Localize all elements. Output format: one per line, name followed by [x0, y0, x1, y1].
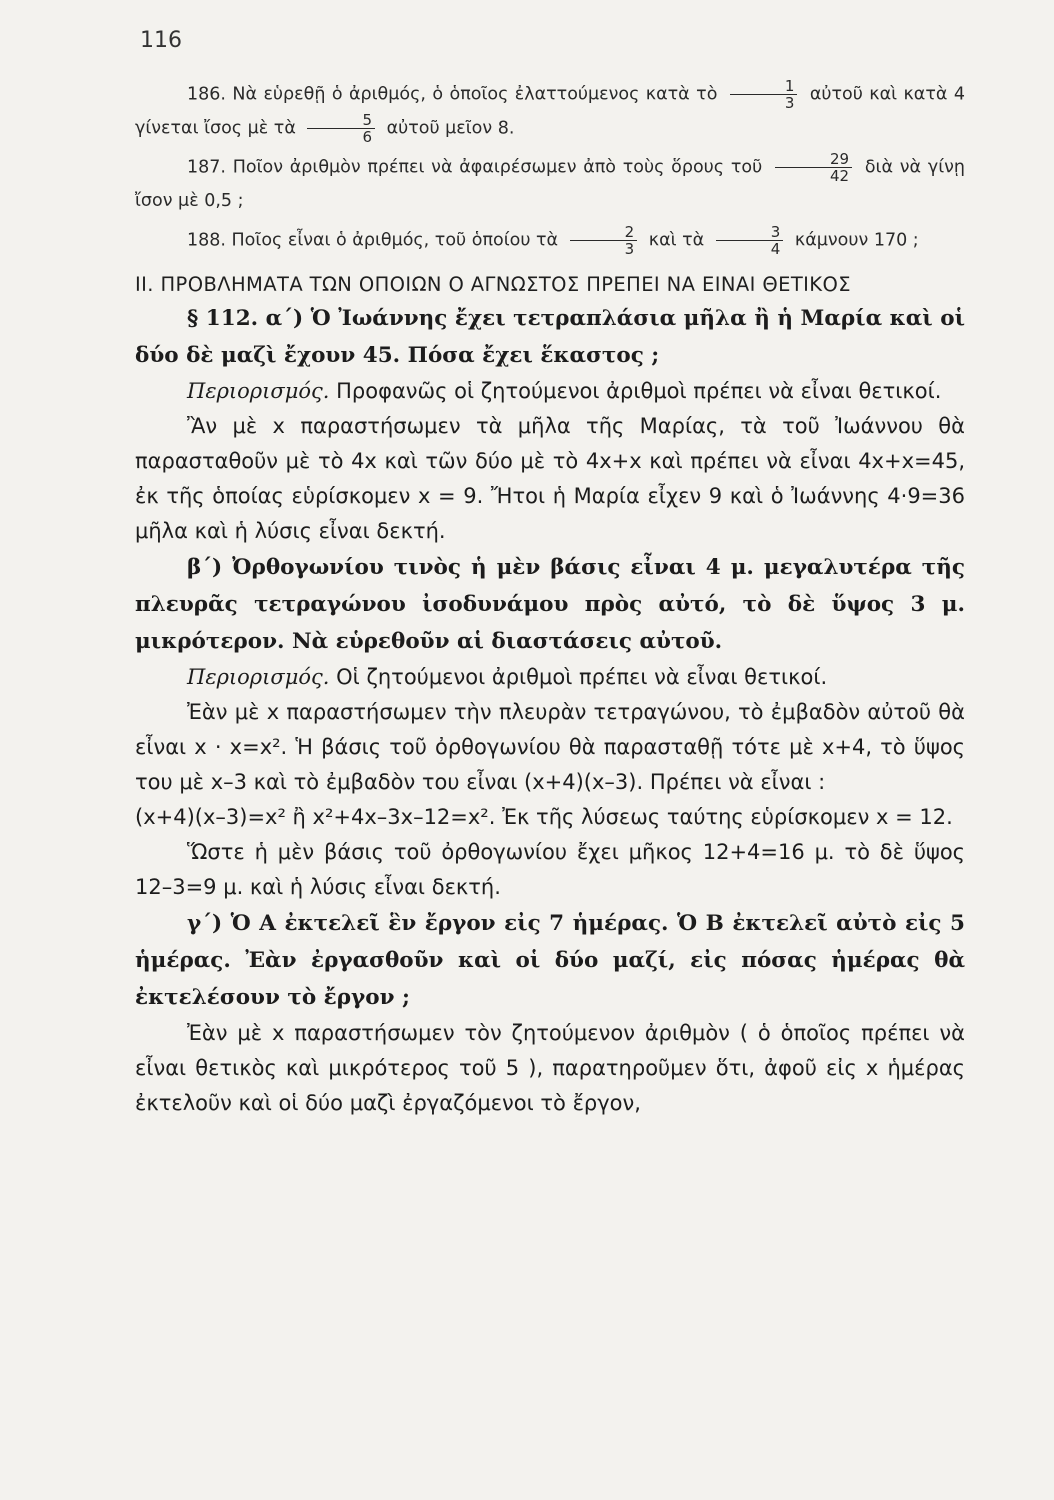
- page-content: [135, 78, 965, 1121]
- problem-b-solution-2: (x+4)(x–3)=x² ἢ x²+4x–3x–12=x². Ἐκ τῆς λύσεως ταύτης εὑρίσκομεν x = 12.: [135, 805, 953, 829]
- problem-b-solution-1: Ἐὰν μὲ x παραστήσωμεν τὴν πλευρὰν τετραγώνου, τὸ ἐμβαδὸν αὐτοῦ θὰ εἶναι x · x=x². Ἡ βάσις τοῦ ὀρθογωνίου θὰ παρασταθῇ τότε μὲ x+4, τὸ ὕψος του μὲ x–3 καὶ τὸ ἐμβαδὸν του εἶναι (x+4)(x–3). Πρέπει νὰ εἶναι :: [135, 700, 965, 794]
- exercise-text: αὐτοῦ μεῖον 8.: [386, 118, 515, 138]
- problem-a-solution: Ἂν μὲ x παραστήσωμεν τὰ μῆλα τῆς Μαρίας, τὰ τοῦ Ἰωάννου θὰ παρασταθοῦν μὲ τὸ 4x καὶ τῶν δύο μὲ τὸ 4x+x καὶ πρέπει νὰ εἶναι 4x+x=45, ἐκ τῆς ὁποίας εὑρίσκομεν x = 9. Ἤτοι ἡ Μαρία εἶχεν 9 καὶ ὁ Ἰωάννης 4·9=36 μῆλα καὶ ἡ λύσις εἶναι δεκτή.: [135, 414, 965, 543]
- section-heading: ΙΙ. ΠΡΟΒΛΗΜΑΤΑ ΤΩΝ ΟΠΟΙΩΝ Ο ΑΓΝΩΣΤΟΣ ΠΡΕΠΕΙ ΝΑ ΕΙΝΑΙ ΘΕΤΙΚΟΣ: [135, 273, 851, 296]
- problem-b-statement: β΄) Ὀρθογωνίου τινὸς ἡ μὲν βάσις εἶναι 4 μ. μεγαλυτέρα τῆς πλευρᾶς τετραγώνου ἰσοδυνάμου πρὸς αὐτό, τὸ δὲ ὕψος 3 μ. μικρότερον. Νὰ εὑρεθοῦν αἱ διαστάσεις αὐτοῦ.: [135, 555, 965, 654]
- fraction: $\frac{29}{42}$: [775, 151, 852, 184]
- exercise-188: [135, 224, 965, 258]
- restriction-text: Οἱ ζητούμενοι ἀριθμοὶ πρέπει νὰ εἶναι θετικοί.: [329, 665, 828, 689]
- restriction-label: Περιορισμός.: [187, 665, 330, 689]
- fraction: $\frac{2}{3}$: [570, 224, 638, 257]
- problem-b-restriction: [135, 660, 965, 695]
- fraction: $\frac{1}{3}$: [730, 78, 798, 111]
- restriction-label: Περιορισμός.: [187, 379, 330, 403]
- fraction: $\frac{5}{6}$: [307, 112, 375, 145]
- problem-a-statement: § 112. α΄) Ὁ Ἰωάννης ἔχει τετραπλάσια μῆλα ἢ ἡ Μαρία καὶ οἱ δύο δὲ μαζὶ ἔχουν 45. Πόσα ἔχει ἕκαστος ;: [135, 306, 965, 368]
- problem-a-restriction: [135, 374, 965, 409]
- exercise-186: [135, 78, 965, 145]
- exercise-text: αὐτοῦ καὶ κατὰ 4 γίνεται ἴσος μὲ τὰ: [135, 84, 965, 138]
- fraction: $\frac{3}{4}$: [716, 224, 784, 257]
- exercise-text: κάμνουν 170 ;: [794, 230, 919, 250]
- page-number: 116: [140, 28, 182, 53]
- problem-c-statement: γ΄) Ὁ Α ἐκτελεῖ ἓν ἔργον εἰς 7 ἡμέρας. Ὁ Β ἐκτελεῖ αὐτὸ εἰς 5 ἡμέρας. Ἐὰν ἐργασθοῦν καὶ οἱ δύο μαζί, εἰς πόσας ἡμέρας θὰ ἐκτελέσουν τὸ ἔργον ;: [135, 911, 965, 1010]
- exercise-text: διὰ νὰ γίνῃ ἴσον μὲ 0,5 ;: [135, 157, 965, 211]
- restriction-text: Προφανῶς οἱ ζητούμενοι ἀριθμοὶ πρέπει νὰ εἶναι θετικοί.: [329, 379, 942, 403]
- problem-c-solution: Ἐὰν μὲ x παραστήσωμεν τὸν ζητούμενον ἀριθμὸν ( ὁ ὁποῖος πρέπει νὰ εἶναι θετικὸς καὶ μικρότερος τοῦ 5 ), παρατηροῦμεν ὅτι, ἀφοῦ εἰς x ἡμέρας ἐκτελοῦν καὶ οἱ δύο μαζὶ ἐργαζόμενοι τὸ ἔργον,: [135, 1021, 965, 1115]
- exercise-text: 187. Ποῖον ἀριθμὸν πρέπει νὰ ἀφαιρέσωμεν ἀπὸ τοὺς ὅρους τοῦ: [187, 157, 763, 178]
- problem-b-solution-3: Ὥστε ἡ μὲν βάσις τοῦ ὀρθογωνίου ἔχει μῆκος 12+4=16 μ. τὸ δὲ ὕψος 12–3=9 μ. καὶ ἡ λύσις εἶναι δεκτή.: [135, 840, 965, 899]
- exercise-187: [135, 151, 965, 218]
- exercise-text: 186. Νὰ εὑρεθῇ ὁ ἀριθμός, ὁ ὁποῖος ἐλαττούμενος κατὰ τὸ: [187, 84, 718, 105]
- exercise-text: 188. Ποῖος εἶναι ὁ ἀριθμός, τοῦ ὁποίου τὰ: [187, 230, 559, 250]
- exercise-text: καὶ τὰ: [648, 230, 705, 250]
